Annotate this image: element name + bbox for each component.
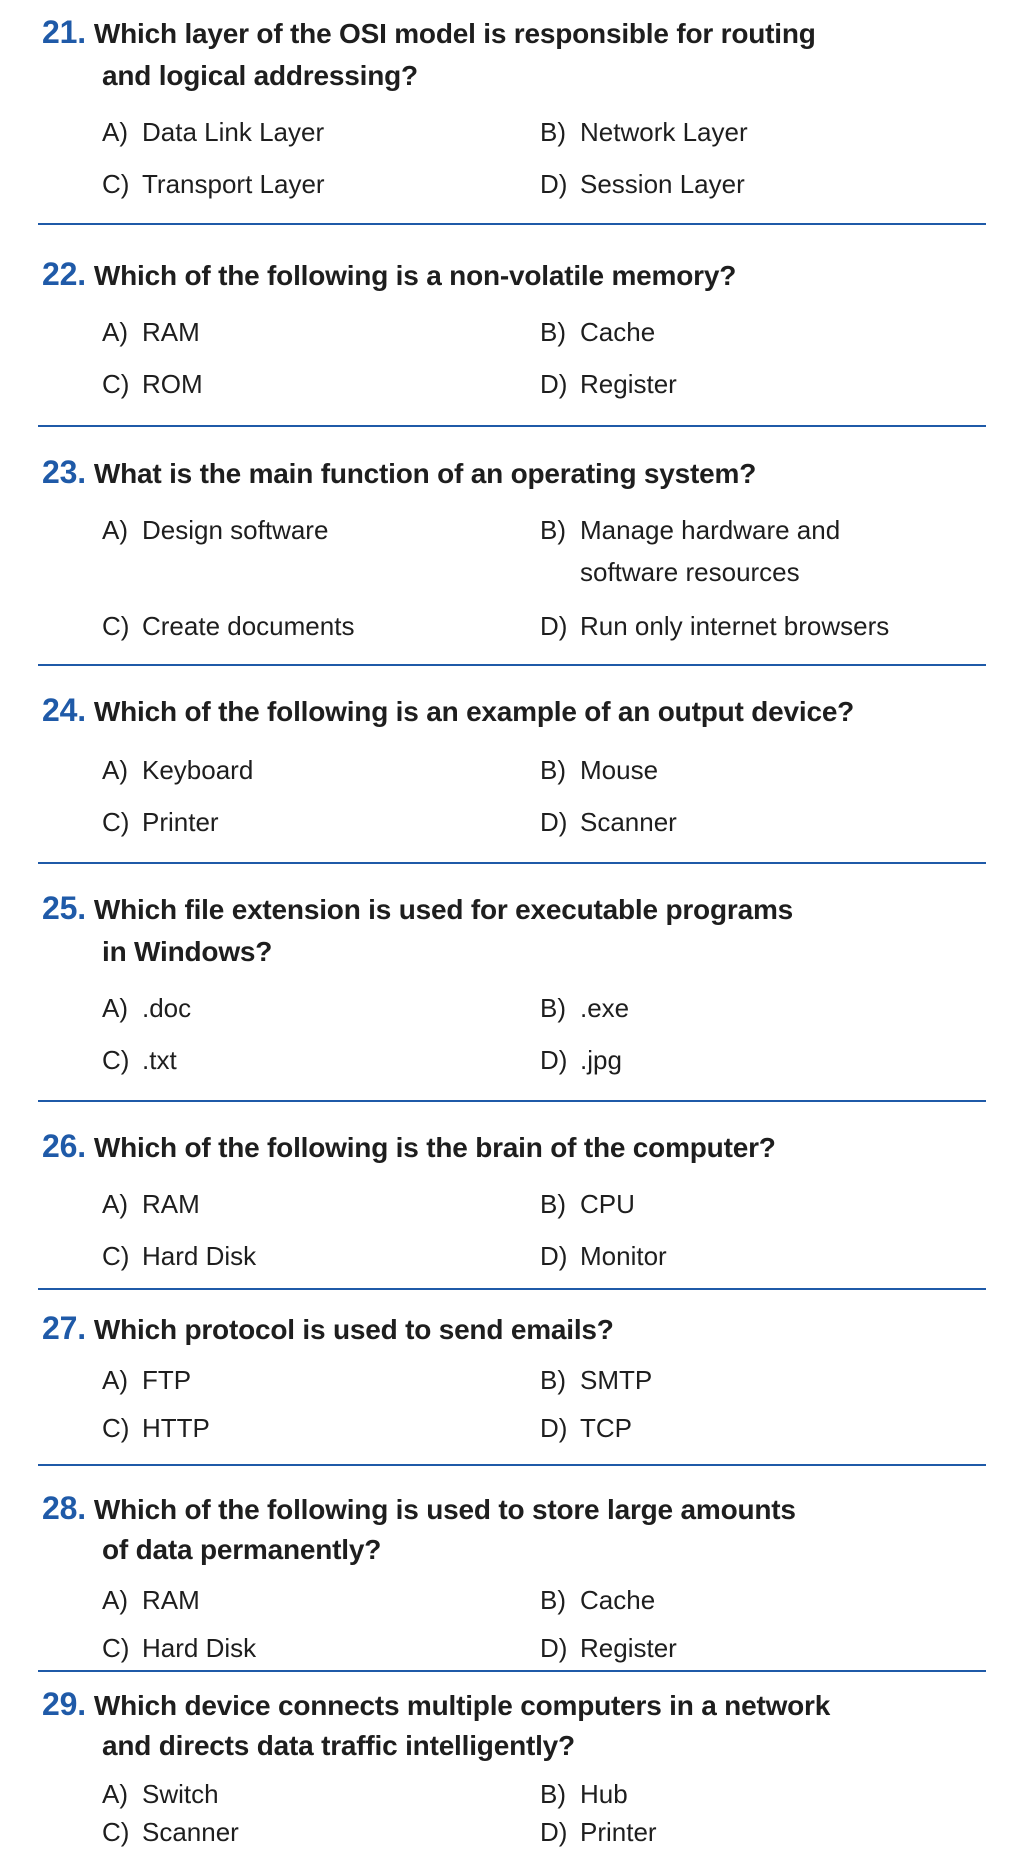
question-number: 21.: [42, 14, 86, 50]
option-b: B) Cache: [540, 1585, 656, 1615]
question-text: 21. Which layer of the OSI model is responsible for routing: [42, 14, 816, 50]
question-text: 27. Which protocol is used to send emails?: [42, 1310, 614, 1346]
option-b: B) Mouse: [540, 755, 659, 785]
option-c: C) Hard Disk: [102, 1633, 257, 1663]
question-number: 29.: [42, 1686, 86, 1722]
option-d: D) Monitor: [540, 1241, 667, 1271]
option-d: D) Printer: [540, 1817, 657, 1847]
option-b: B) CPU: [540, 1189, 635, 1219]
option-b: B) SMTP: [540, 1365, 653, 1395]
option-b-continued: software resources: [580, 557, 800, 587]
divider: [38, 1100, 986, 1102]
question-number: 23.: [42, 454, 86, 490]
question-number: 25.: [42, 890, 86, 926]
option-b: B) Network Layer: [540, 117, 748, 147]
divider: [38, 1670, 986, 1672]
option-c: C) ROM: [102, 369, 203, 399]
divider: [38, 1464, 986, 1466]
question-text-continued: in Windows?: [102, 936, 273, 967]
option-b: B) Cache: [540, 317, 656, 347]
option-c: C) Printer: [102, 807, 219, 837]
option-d: D) .jpg: [540, 1045, 622, 1075]
option-a: A) RAM: [102, 317, 200, 347]
divider: [38, 862, 986, 864]
question-number: 27.: [42, 1310, 86, 1346]
divider: [38, 664, 986, 666]
option-d: D) Scanner: [540, 807, 677, 837]
question-text: 22. Which of the following is a non-volatile memory?: [42, 256, 737, 292]
question-number: 24.: [42, 692, 86, 728]
question-text: 29. Which device connects multiple computers in a network: [42, 1686, 831, 1722]
option-c: C) Create documents: [102, 611, 355, 641]
option-a: A) Switch: [102, 1779, 219, 1809]
question-text: 26. Which of the following is the brain of the computer?: [42, 1128, 776, 1164]
question-text: 24. Which of the following is an example of an output device?: [42, 692, 855, 728]
option-a: A) Data Link Layer: [102, 117, 325, 147]
option-a: A) RAM: [102, 1585, 200, 1615]
option-a: A) FTP: [102, 1365, 192, 1395]
option-a: A) .doc: [102, 993, 192, 1023]
divider: [38, 1288, 986, 1290]
option-c: C) .txt: [102, 1045, 177, 1075]
option-c: C) Scanner: [102, 1817, 239, 1847]
question-text-continued: of data permanently?: [102, 1534, 382, 1565]
question-number: 28.: [42, 1490, 86, 1526]
option-d: D) Session Layer: [540, 169, 745, 199]
question-text: 23. What is the main function of an operating system?: [42, 454, 757, 490]
question-text: 28. Which of the following is used to store large amounts: [42, 1490, 796, 1526]
option-b: B) Manage hardware and: [540, 515, 841, 545]
option-d: D) Register: [540, 1633, 677, 1663]
option-c: C) Transport Layer: [102, 169, 325, 199]
option-d: D) TCP: [540, 1413, 632, 1443]
option-a: A) Keyboard: [102, 755, 254, 785]
question-text-continued: and directs data traffic intelligently?: [102, 1730, 575, 1761]
divider: [38, 223, 986, 225]
option-d: D) Run only internet browsers: [540, 611, 890, 641]
option-c: C) Hard Disk: [102, 1241, 257, 1271]
divider: [38, 425, 986, 427]
question-number: 22.: [42, 256, 86, 292]
option-a: A) Design software: [102, 515, 329, 545]
question-text: 25. Which file extension is used for executable programs: [42, 890, 794, 926]
option-a: A) RAM: [102, 1189, 200, 1219]
option-d: D) Register: [540, 369, 677, 399]
question-number: 26.: [42, 1128, 86, 1164]
option-c: C) HTTP: [102, 1413, 210, 1443]
question-text-continued: and logical addressing?: [102, 60, 418, 91]
option-b: B) .exe: [540, 993, 630, 1023]
option-b: B) Hub: [540, 1779, 628, 1809]
